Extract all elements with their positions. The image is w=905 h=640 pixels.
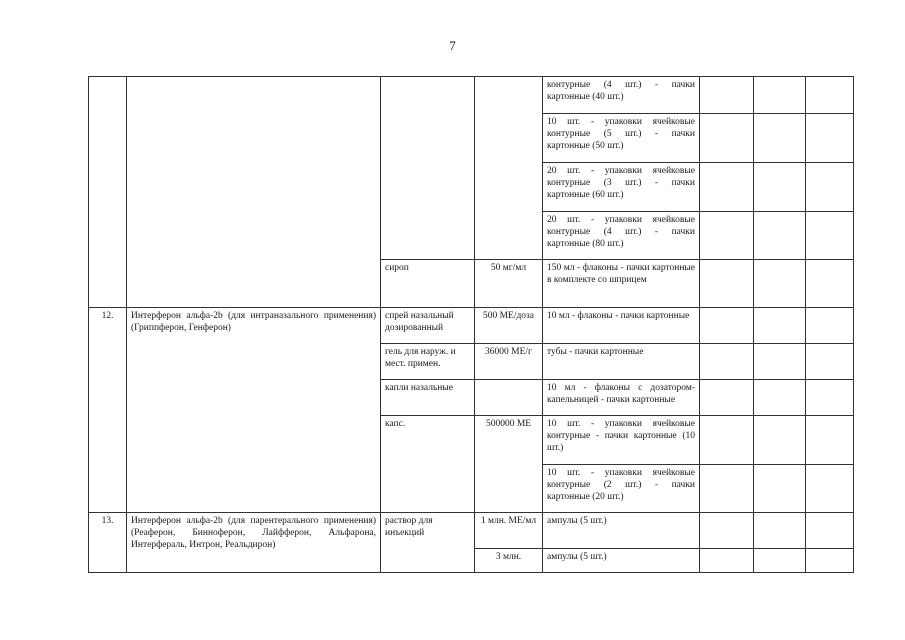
empty-cell bbox=[806, 513, 854, 549]
empty-cell bbox=[806, 344, 854, 380]
packaging-cell: 10 мл - флаконы - пачки картонные bbox=[543, 308, 700, 344]
empty-cell bbox=[806, 549, 854, 573]
row-number-cell: 12. bbox=[89, 308, 127, 513]
packaging-cell: ампулы (5 шт.) bbox=[543, 549, 700, 573]
empty-cell bbox=[754, 260, 806, 308]
dosage-form-cell: спрей назальный дозированный bbox=[381, 308, 475, 344]
dosage-form-cell: сироп bbox=[381, 260, 475, 308]
empty-cell bbox=[754, 513, 806, 549]
packaging-cell: 10 мл - флаконы с дозатором-капельницей - пачки картонные bbox=[543, 380, 700, 416]
table-row bbox=[89, 308, 854, 344]
packaging-cell: ампулы (5 шт.) bbox=[543, 513, 700, 549]
empty-cell bbox=[700, 380, 754, 416]
empty-cell bbox=[806, 114, 854, 163]
packaging-cell: 20 шт. - упаковки ячейковые контурные (4 шт.) - пачки картонные (80 шт.) bbox=[543, 212, 700, 260]
drug-name-cell: Интерферон альфа-2b (для парентерального применения) (Реаферон, Бинноферон, Лайфферон, Альфарона, Интерфераль, Интрон, Реальдирон) bbox=[127, 513, 381, 573]
empty-cell bbox=[754, 163, 806, 212]
empty-cell bbox=[806, 163, 854, 212]
empty-cell bbox=[754, 416, 806, 465]
empty-cell bbox=[700, 114, 754, 163]
packaging-cell: 20 шт. - упаковки ячейковые контурные (3 шт.) - пачки картонные (60 шт.) bbox=[543, 163, 700, 212]
drug-name-cell: Интерферон альфа-2b (для интраназального применения) (Гриппферон, Генферон) bbox=[127, 308, 381, 513]
empty-cell bbox=[754, 114, 806, 163]
empty-cell bbox=[700, 212, 754, 260]
dose-cell bbox=[475, 380, 543, 416]
table-row bbox=[89, 77, 854, 114]
empty-cell bbox=[754, 465, 806, 513]
empty-cell bbox=[754, 212, 806, 260]
dosage-form-cell bbox=[381, 77, 475, 260]
dose-cell: 3 млн. bbox=[475, 549, 543, 573]
dosage-form-cell: гель для наруж. и мест. примен. bbox=[381, 344, 475, 380]
table-row bbox=[89, 513, 854, 549]
dosage-form-cell: капс. bbox=[381, 416, 475, 513]
empty-cell bbox=[754, 308, 806, 344]
dose-cell: 500 МЕ/доза bbox=[475, 308, 543, 344]
empty-cell bbox=[806, 380, 854, 416]
empty-cell bbox=[700, 465, 754, 513]
dose-cell: 50 мг/мл bbox=[475, 260, 543, 308]
empty-cell bbox=[700, 513, 754, 549]
row-number-cell: 13. bbox=[89, 513, 127, 573]
empty-cell bbox=[700, 163, 754, 212]
row-number-cell bbox=[89, 77, 127, 308]
packaging-cell: 10 шт. - упаковки ячейковые контурные (2 шт.) - пачки картонные (20 шт.) bbox=[543, 465, 700, 513]
empty-cell bbox=[700, 260, 754, 308]
empty-cell bbox=[806, 212, 854, 260]
empty-cell bbox=[806, 416, 854, 465]
drug-name-cell bbox=[127, 77, 381, 308]
empty-cell bbox=[806, 260, 854, 308]
packaging-cell: 150 мл - флаконы - пачки картонные в комплекте со шприцем bbox=[543, 260, 700, 308]
empty-cell bbox=[806, 308, 854, 344]
dosage-form-cell: раствор для инъекций bbox=[381, 513, 475, 573]
empty-cell bbox=[700, 77, 754, 114]
empty-cell bbox=[754, 77, 806, 114]
empty-cell bbox=[806, 465, 854, 513]
packaging-cell: 10 шт. - упаковки ячейковые контурные - пачки картонные (10 шт.) bbox=[543, 416, 700, 465]
empty-cell bbox=[754, 380, 806, 416]
empty-cell bbox=[700, 308, 754, 344]
empty-cell bbox=[754, 549, 806, 573]
page-number: 7 bbox=[449, 38, 456, 53]
empty-cell bbox=[700, 416, 754, 465]
dose-cell: 36000 МЕ/г bbox=[475, 344, 543, 380]
drug-registry-table bbox=[88, 76, 854, 573]
empty-cell bbox=[754, 344, 806, 380]
empty-cell bbox=[700, 549, 754, 573]
dose-cell: 1 млн. МЕ/мл bbox=[475, 513, 543, 549]
packaging-cell: контурные (4 шт.) - пачки картонные (40 шт.) bbox=[543, 77, 700, 114]
packaging-cell: тубы - пачки картонные bbox=[543, 344, 700, 380]
dosage-form-cell: капли назальные bbox=[381, 380, 475, 416]
packaging-cell: 10 шт. - упаковки ячейковые контурные (5 шт.) - пачки картонные (50 шт.) bbox=[543, 114, 700, 163]
dose-cell: 500000 МЕ bbox=[475, 416, 543, 513]
empty-cell bbox=[700, 344, 754, 380]
dose-cell bbox=[475, 77, 543, 260]
empty-cell bbox=[806, 77, 854, 114]
